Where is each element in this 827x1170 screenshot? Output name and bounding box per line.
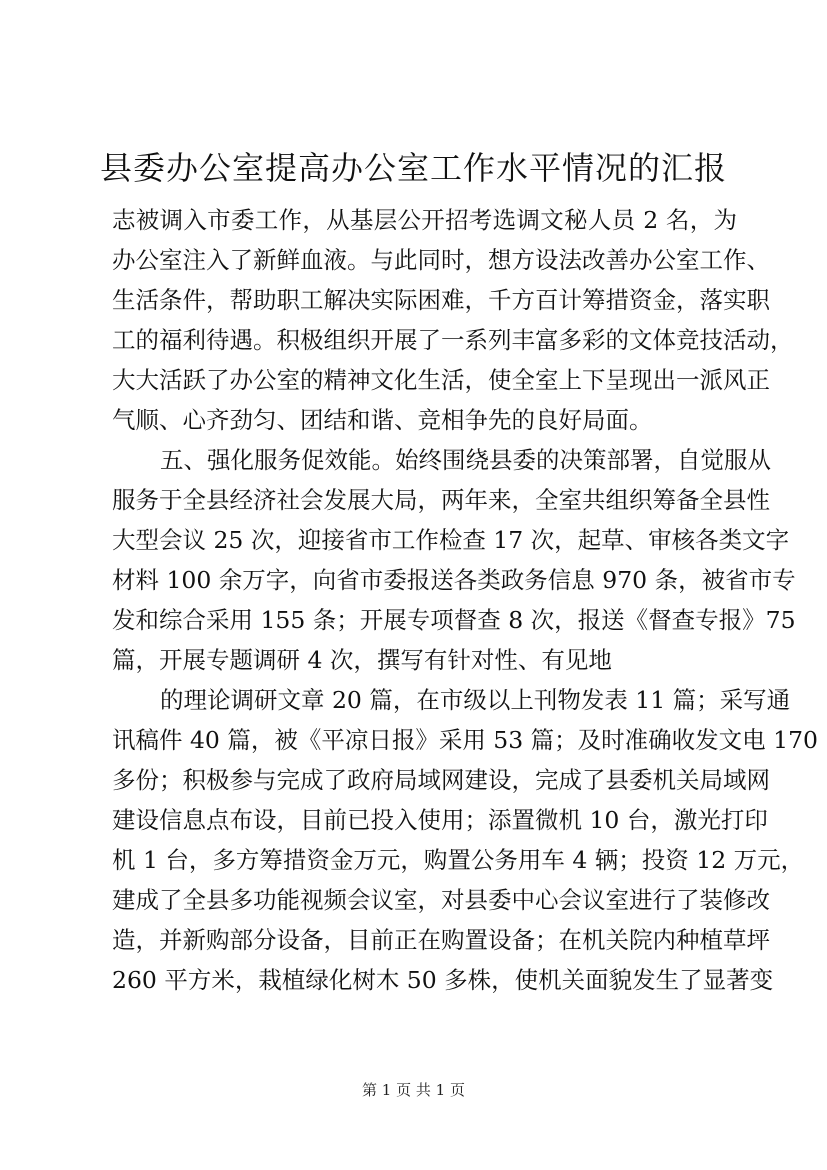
text-line: 生活条件，帮助职工解决实际困难，千方百计筹措资金，落实职: [112, 286, 770, 314]
text-line: 办公室注入了新鲜血液。与此同时，想方设法改善办公室工作、: [112, 246, 770, 274]
text-line: 机 1 台，多方筹措资金万元，购置公务用车 4 辆；投资 12 万元，: [112, 846, 805, 874]
text-line: 服务于全县经济社会发展大局，两年来，全室共组织筹备全县性: [112, 486, 770, 514]
text-line: 发和综合采用 155 条；开展专项督查 8 次，报送《督查专报》75: [112, 606, 796, 634]
text-line: 志被调入市委工作，从基层公开招考选调文秘人员 2 名，为: [112, 206, 737, 234]
text-line: 气顺、心齐劲匀、团结和谐、竞相争先的良好局面。: [112, 406, 653, 434]
text-line: 工的福利待遇。积极组织开展了一系列丰富多彩的文体竞技活动，: [112, 326, 794, 354]
text-line: 大型会议 25 次，迎接省市工作检查 17 次，起草、审核各类文字: [112, 526, 790, 554]
text-line: 材料 100 余万字，向省市委报送各类政务信息 970 条，被省市专: [112, 566, 796, 594]
text-line: 建设信息点布设，目前已投入使用；添置微机 10 台，激光打印: [112, 806, 768, 834]
text-line: 篇，开展专题调研 4 次，撰写有针对性、有见地: [112, 646, 612, 674]
document-title: 县委办公室提高办公室工作水平情况的汇报: [99, 149, 727, 187]
text-line: 五、强化服务促效能。始终围绕县委的决策部署，自觉服从: [160, 446, 771, 474]
paragraph: [112, 200, 794, 440]
text-line: 多份；积极参与完成了政府局域网建设，完成了县委机关局域网: [112, 766, 770, 794]
text-line: 260 平方米，栽植绿化树木 50 多株，使机关面貌发生了显著变: [112, 966, 774, 994]
document-body: [112, 200, 819, 1000]
page-footer: 第 1 页 共 1 页: [362, 1081, 465, 1099]
text-line: 造，并新购部分设备，目前正在购置设备；在机关院内种植草坪: [112, 926, 770, 954]
text-line: 讯稿件 40 篇，被《平凉日报》采用 53 篇；及时准确收发文电 170: [112, 726, 819, 754]
text-line: 建成了全县多功能视频会议室，对县委中心会议室进行了装修改: [112, 886, 770, 914]
paragraph: [112, 440, 796, 680]
paragraph: [112, 680, 819, 1000]
text-line: 的理论调研文章 20 篇，在市级以上刊物发表 11 篇；采写通: [160, 686, 791, 714]
text-line: 大大活跃了办公室的精神文化生活，使全室上下呈现出一派风正: [112, 366, 770, 394]
